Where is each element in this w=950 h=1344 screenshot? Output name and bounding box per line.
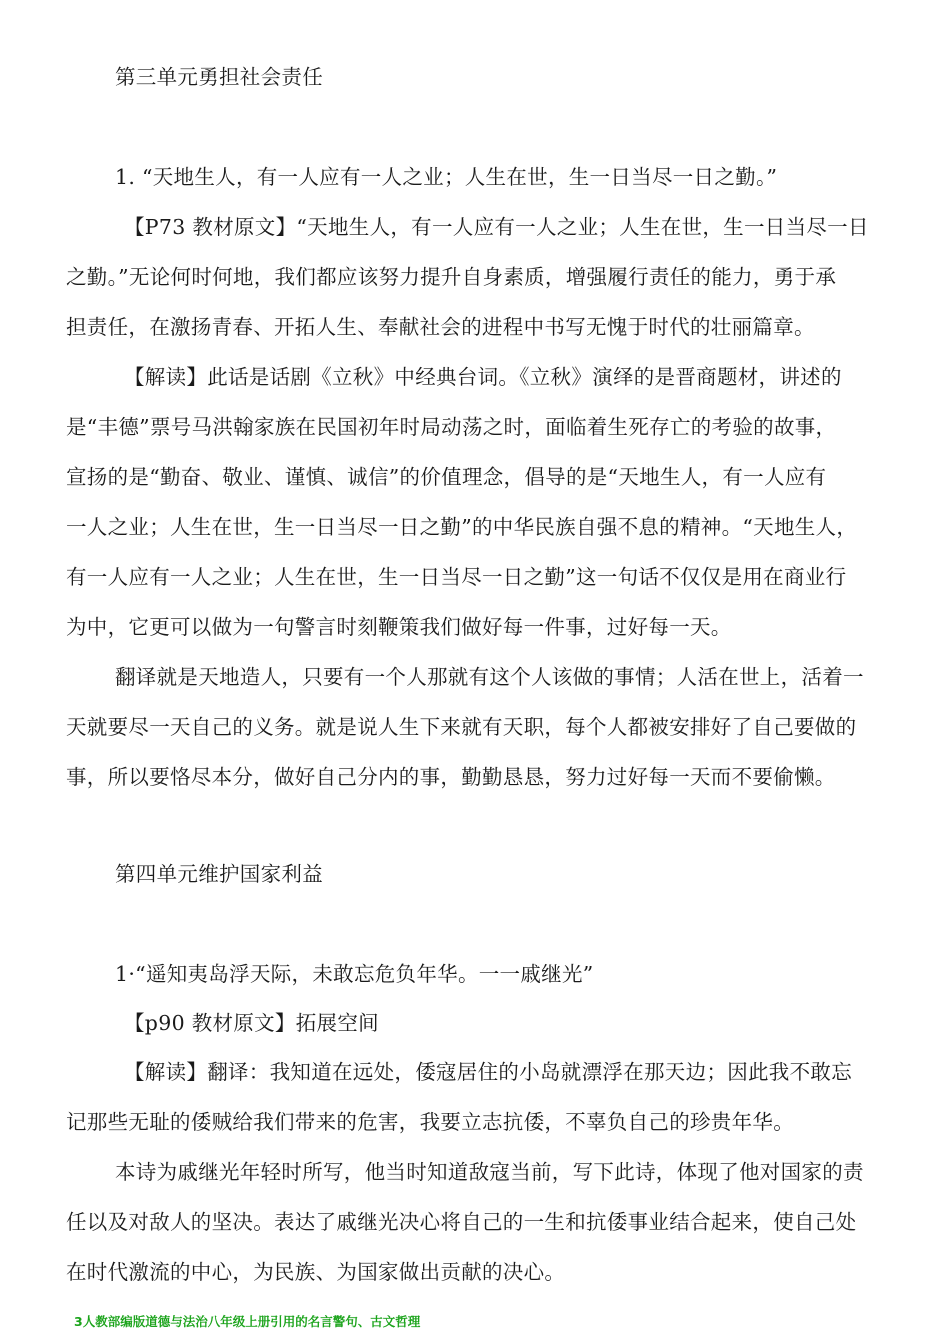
unit4-original: 【p90 教材原文】拓展空间 xyxy=(124,1011,379,1035)
unit4-item1-title: 1·“遥知夷岛浮天际，未敢忘危负年华。一一戚继光” xyxy=(115,962,594,986)
unit3-interpretation-line-1: 【解读】此话是话剧《立秋》中经典台词。《立秋》演绎的是晋商题材，讲述的 xyxy=(124,365,842,389)
unit3-interpretation-line-6: 为中，它更可以做为一句警言时刻鞭策我们做好每一件事，过好每一天。 xyxy=(66,615,732,639)
unit3-item1-title: 1. “天地生人，有一人应有一人之业；人生在世，生一日当尽一日之勤。” xyxy=(115,165,778,189)
unit4-interpretation-line-2: 记那些无耻的倭贼给我们带来的危害，我要立志抗倭，不辜负自己的珍贵年华。 xyxy=(66,1110,794,1134)
unit3-original-line-1: 【P73 教材原文】“天地生人，有一人应有一人之业；人生在世，生一日当尽一日 xyxy=(124,215,869,239)
unit3-interpretation-line-5: 有一人应有一人之业；人生在世，生一日当尽一日之勤”这一句话不仅仅是用在商业行 xyxy=(66,565,847,589)
unit4-heading: 第四单元维护国家利益 xyxy=(115,862,323,886)
unit3-translation-line-1: 翻译就是天地造人，只要有一个人那就有这个人该做的事情；人活在世上，活着一 xyxy=(115,665,864,689)
unit3-translation-line-3: 事，所以要恪尽本分，做好自己分内的事，勤勤恳恳，努力过好每一天而不要偷懒。 xyxy=(66,765,836,789)
unit3-interpretation-line-4: 一人之业；人生在世，生一日当尽一日之勤”的中华民族自强不息的精神。“天地生人， xyxy=(66,515,858,539)
document-footer: 3人教部编版道德与法治八年级上册引用的名言警句、古文哲理 xyxy=(74,1314,421,1329)
unit3-original-line-3: 担责任，在激扬青春、开拓人生、奉献社会的进程中书写无愧于时代的壮丽篇章。 xyxy=(66,315,815,339)
unit4-interpretation-line-1: 【解读】翻译：我知道在远处，倭寇居住的小岛就漂浮在那天边；因此我不敢忘 xyxy=(124,1060,852,1084)
unit4-background-line-1: 本诗为戚继光年轻时所写，他当时知道敌寇当前，写下此诗，体现了他对国家的责 xyxy=(115,1160,864,1184)
unit4-background-line-3: 在时代激流的中心，为民族、为国家做出贡献的决心。 xyxy=(66,1260,566,1284)
unit3-heading: 第三单元勇担社会责任 xyxy=(115,65,323,89)
unit3-translation-line-2: 天就要尽一天自己的义务。就是说人生下来就有天职，每个人都被安排好了自己要做的 xyxy=(66,715,857,739)
unit3-original-line-2: 之勤。”无论何时何地，我们都应该努力提升自身素质，增强履行责任的能力，勇于承 xyxy=(66,265,837,289)
unit4-background-line-2: 任以及对敌人的坚决。表达了戚继光决心将自己的一生和抗倭事业结合起来，使自己处 xyxy=(66,1210,857,1234)
unit3-interpretation-line-3: 宣扬的是“勤奋、敬业、谨慎、诚信”的价值理念，倡导的是“天地生人，有一人应有 xyxy=(66,465,827,489)
unit3-interpretation-line-2: 是“丰德”票号马洪翰家族在民国初年时局动荡之时，面临着生死存亡的考验的故事， xyxy=(66,415,837,439)
